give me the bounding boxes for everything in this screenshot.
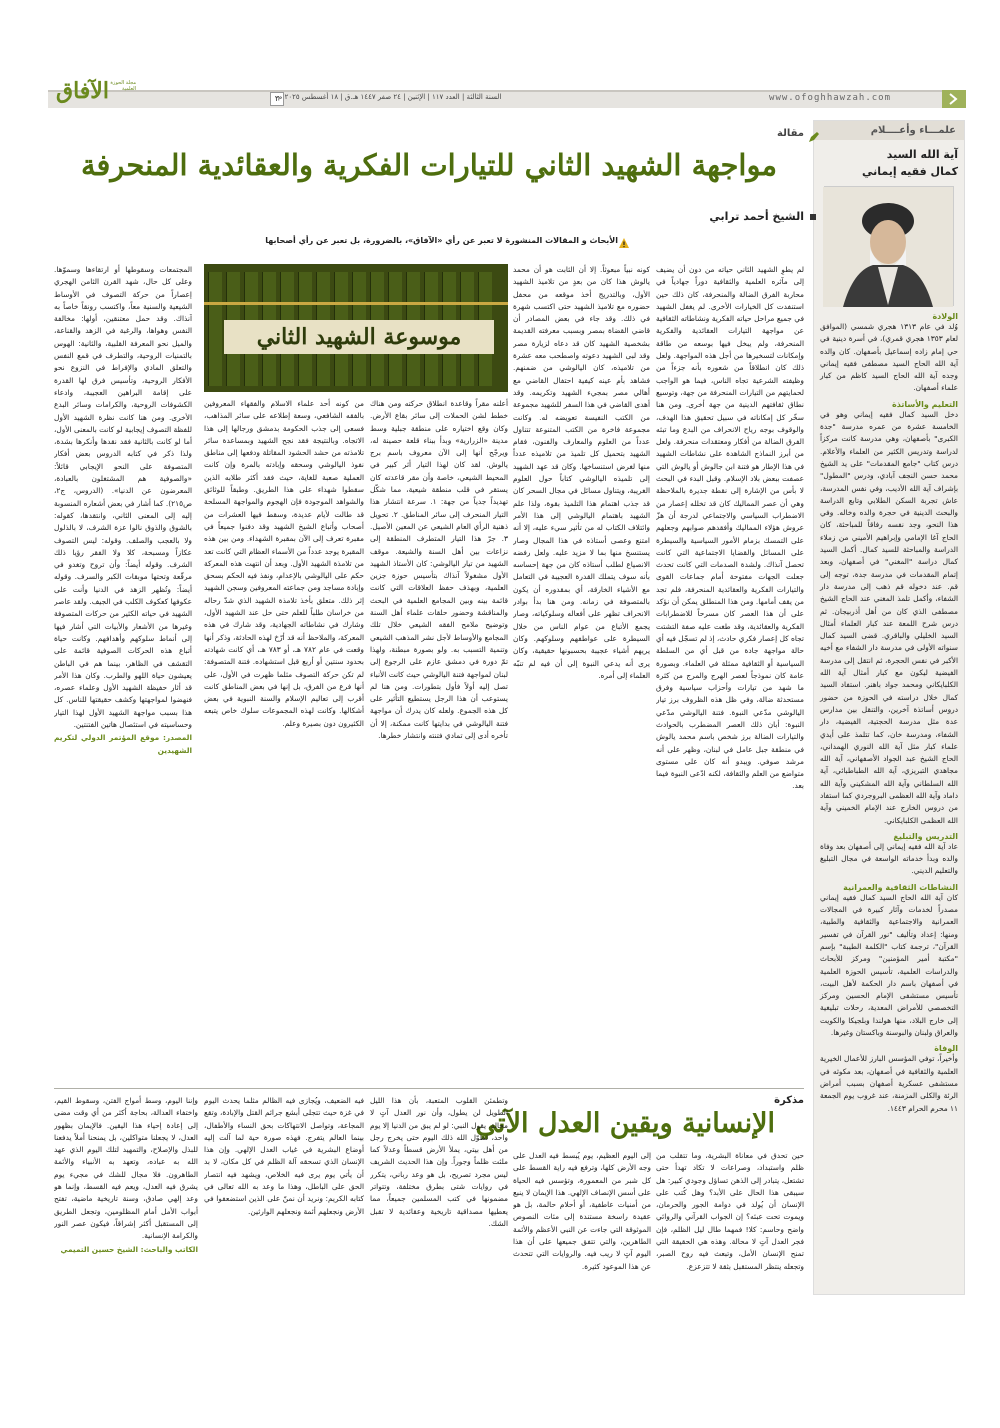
sidebar-section-title: علمـــاء وأعــــلام [814, 121, 964, 140]
scholar-portrait [824, 186, 954, 306]
section-divider [54, 1088, 804, 1089]
column-text: وإننا اليوم، وسط أمواج الفتن، وسقوط القيم، واختفاء العدالة، بحاجة أكثر من أي وقت مضى إلى إعادة إحياء هذا اليقين. فالإيمان بظهور العدل، لا يجعلنا متواكلين، بل يمنحنا أملاً يدفعنا للبذل والإصلاح، والتمهيد لتلك اليوم الذي عهد الله به عباده، وتعهد به الأنبياء والأئمة الطاهرون. فلا مجال للشك في مجيء يوم يشرق فيه العدل، ويعم فيه القسط، وإنما هو وعد إلهي صادق، وسنة تاريخية ماضية، تفتح أبواب الأمل أمام المظلومين، وتجعل الطريق إلى المستقبل أكثر إشراقاً، فيكون عصر النور والكرامة الإنسانية. [54, 1096, 198, 1241]
logo-subtitle: مجلة الحوزة العلمية [110, 80, 136, 92]
book-collection-image [204, 264, 508, 392]
education-heading: التعليم والأساتذة [891, 399, 958, 409]
pen-icon [808, 128, 820, 140]
warning-icon [618, 234, 630, 246]
birth-text: وُلد في عام ١٣١٣ هجري شمسي (الموافق لعام ١٣٥٣ هجري قمري)، في أسرة دينية في حي إمام زاده إسماعيل بأصفهان. كان والده آية الله الحاج السيد مصطفى فقيه إيماني وجده آية الله الحاج السيد كاظم من كبار علماء أصفهان. [820, 322, 958, 393]
column-text: إلى اليوم العظيم، يوم يُبسط فيه العدل على وجه الأرض كلها، وترفع فيه راية القسط على كل شبر من المعمورة، وتؤسس فيه الحياة على أسس الإنصاف الإلهي. هذا الإيمان لا ينبع من أمنيات عاطفية، أو أحلام حالمة، بل هو عقيدة راسخة مستندة إلى مئات النصوص الموثوقة التي جاءت عن النبي الأعظم والأئمة الطاهرين، والتي تتفق جميعها على أن هذا اليوم آتٍ لا ريب فيه. والروايات التي تتحدث عن هذا الموعود كثيرة. [513, 1151, 651, 1271]
article-headline: مواجهة الشهيد الثاني للتيارات الفكرية والعقائدية المنحرفة [81, 148, 777, 182]
article-byline: الشيخ أحمد ترابي [709, 210, 804, 223]
activities-heading: النشاطات الثقافية والعمرانية [843, 882, 958, 892]
column-text: وتطمئن القلوب المتعبة، بأن هذا الليل الطويل لن يطول، وأن نور العدل آتٍ لا محالة. يقول النبي: لو لم يبق من الدنيا إلا يوم واحد، لطوّل الله ذلك اليوم حتى يخرج رجل من أهل بيتي، يملأ الأرض قسطاً وعدلاً كما ملئت ظلماً وجوراً. وإن هذا الحديث الشريف ليس مجرد تصريح، بل هو وعد رباني، يتكرر في روايات شتى بطرق مختلفة، وتتواتر مضمونها في كتب المسلمين جميعاً، مما يعطيها مصداقية تاريخية وعقائدية لا تقبل الشك. [370, 1096, 508, 1228]
issue-info: السنة الثالثة | العدد ١١٧ | الإثنين | ٢٤ صفر ١٤٤٧ هـ.ق | ١٨ أغسطس ٢٠٢٥ م [278, 93, 502, 101]
memo-title: الإنسانية ويقين العدل الآتي [475, 1108, 775, 1139]
activities-text: كان آية الله الحاج السيد كمال فقيه إيماني مصدراً لخدمات وآثار كبيرة في المجالات العمرانية والاجتماعية والثقافية والطبية، ومنها: إعداد وتأليف "نور القرآن في تفسير القرآن"، ترجمة كتاب "الكلمة الطيبة" بإسم "مكتبة أمير المؤمنين" ومركز للأبحاث والدراسات العلمية، تأسيس الحوزة العلمية في أصفهان باسم دار الحكمة لأهل البيت، تأسيس مستشفى الإمام الحسين ومركز التخصصي للأمراض المعدية، رحلات تبليغية إلى خارج البلاد، منها هولندا وبلجيكا والكويت والعراق ولبنان والبوسنة وباكستان وغيرها. [820, 892, 958, 1038]
column-text: لم يطوِ الشهيد الثاني حياته من دون أن يضيف إلى مآثره العلمية والثقافية دوراً جهادياً في محاربة الفرق الضالة والمنحرفة، كان ذلك حين استنفدت كل الخيارات الأخرى. لم يغفل الشهيد في جميع مراحل حياته الفكرية ونشاطاته الثقافية عن مواجهة التيارات العقائدية والفكرية المنحرفة، ولم يبخل فيها بوسعه من طاقة وإمكانات لتسخيرها من أجل هذه المواجهة. ولعل ذلك كان انطلاقاً من شعوره بأنه جزءاً من وظيفته الشرعية تجاه الناس، فيما هو الواجب لحمايتهم من التيارات المنحرفة من جهة، وتوسيع نطاق ثقافتهم الدينية من جهة أخرى. ومن هنا سخّر كل إمكاناته في سبيل تحقيق هذا الهدف، والوقوف بوجه رياح الانحراف من البدع وما تبثه الفرق الضالة من أفكار ومعتقدات منحرفة. ولعل من أبرز النماذج الشاهدة على نشاطات الشهيد في هذا الإطار هو فتنة ابن جالوش أو يالوش التي عصفت ببعض بلاد الإسلام. وقبل البدء في البحث لا بأس من الإشارة إلى نقطة جديرة بالملاحظة وهي أن عصر المماليك كان قد تخلله إعصار من الاضطراب السياسي والاجتماعي لدرجة أن هزّ عروش هؤلاء المماليك وأفقدهم صوابهم وجعلهم على التمسك بزمام الأمور السياسية والسيطرة على المسائل والقضايا الاجتماعية التي كانت تحصل آنذاك. ولشدة الصدمات التي كانت تحدث جعلت الجهات مفتوحة أمام جماعات القوى والتيارات الفكرية والعقائدية المنحرفة، فلم تجد من يقف أمامها. ومن هذا المنطلق يمكن أن نؤكد على أن هذا العصر كان مسرحاً للاضطرابات الفكرية والعقائدية، وقد طغت عليه صفة التشتت تجاه كل إعصار فكري حادث، إذ لم تسجّل فيه أي حالة مواجهة جادة من قبل أي من السلطة السياسية أو الثقافية ممثلة في العلماء. وبصورة عامة كان نموذجاً لعصر الهرج والمرج من كثرة ما شهد من تيارات وأحزاب سياسية وفرق مستحدثة ضالة، وفي ظل هذه الظروف برز تيار اليالوشي مدّعي النبوة. فتنة اليالوشي مدّعي النبوة: أبان ذلك العصر المضطرب بالحوادث والتيارات الضالة برز شخص باسم محمد يالوش في منطقة جبل عامل في لبنان، وظهر على أنه مرشد صوفي. ويبدو أنه كان على مستوى متواضع من العلم والثقافة، لكنه ادّعى النبوة فيما بعد. [656, 265, 804, 791]
page-header [48, 60, 966, 108]
memo-author: الكاتب والباحث: الشيخ حسين التميمي [60, 1244, 198, 1254]
memo-column-1 [656, 1150, 804, 1370]
memo-column-4 [204, 1095, 364, 1370]
column-text: أعلنه مقراً وقاعدة انطلاق حركته ومن هناك خطط لشن الحملات إلى سائر بقاع الأرض. وكان وقع اختياره على منطقة جبلية وسط مدينة «الزرارية» وبدأ ببناء قلعة حصينة له، ويرجّح أنها إلى الآن معروف باسم برج يالوش. لقد كان لهذا التيار أثر كبير في المحيط الشيعي، خاصة وأن مقر قاعدته كان يستقر في قلب منطقة شيعية، مما شكّل تهديداً جدياً من جهة: ١. سرعة انتشار هذا التيار المنحرف إلى سائر المناطق. ٢. تحويل ذهنية الرأي العام الشيعي عن المعين الأصيل. ٣. جرّ هذا التيار المتطرف المنطقة إلى نزاعات بين أهل السنة والشيعة. موقف الشهيد من تيار اليالوشي: كان الأستاذ الشهيد الأول مشغولاً آنذاك بتأسيس حوزة جزين العلمية، وبهذف حفظ العلاقات التي كانت قائمة بينه وبين المجامع العلمية في البحث والمناقشة وحضور حلقات علماء أهل السنة وتوضيح ملامح الفقه الشيعي خلال تلك المجامع والأوساط لأجل نشر المذهب الشيعي وتنمية التسبب به. ولو بصورة مبطنة، ولهذا تمّ دورة في دمشق عازم على الرجوع إلى لبنان لمواجهة فتنة اليالوشي حيث كانت الأنباء تصل إليه أولاً فأول بتطورات. ومن هنا لم يستوعب أن هذا الرجل يستطيع التأثير على كل هذه الجموع. ولعله كان يدرك أن مواجهة فتنة اليالوشي في بدايتها كانت ممكنة، إلا أن تأخره أدى إلى تمادي فتنته وانتشار خطرها. [370, 399, 508, 741]
column-text: المجتمعات وسقوطها أو ارتقاءها وسموّها. وعلى كل حال، شهد القرن الثامن الهجري إعصاراً من حركة التصوف في الأوساط الشيعية والسنية معاً، واكتسب رونقاً خاصاً به آنذاك. وقد حمل معتنقين، أولها: مخالفة النفس وهواها، والرغبة في الزهد والقناعة، والميل نحو المعرفة القلبية، والثانية: الهوس بالتمنيات الروحية، والتطرف في قمع النفس والتعلق المادي والإفراط في النزوع نحو الأفكار الروحية، وتأسيس فرق لها القدرة على إقامة البراهين العجيبة، وادعاء الكشوفات الروحية، والكرامات وسائر البدع الأخرى. ومن هنا كانت نظرة الشهيد الأول للفظة التصوف إيجابية لو كانت بالمعنى الأول، أما لو كانت بالثانية فقد نقدها وأنكرها بشدة، ولذا ذكر في كتابه الدروس بعض أفكار المتصوفة على النحو الإيجابي قائلاً: «والصوفية هم المشتغلون بالعبادة، المعرضون عن الدنيا». (الدروس، ج٢، ص٢١٥). كما أشار في بعض أشعاره المنسوبة إليه إلى المعنى الثاني، وانتقدها، كقوله: بالشوق والذوق نالوا عزة الشرف، لا بالذلول ولا بالعجب والصلف. وقوله: ليس التصوف عكازاً ومسبحة، كلا ولا الفقر رؤيا ذلك الشرف. وقوله أيضاً: وأن تروح وتغدو في مرقّعة وتحتها موبقات الكبر والسرف. وقوله أيضاً: وتُظهر الزهد في الدنيا وأنت على عكوفها كعكوف الكلب في الجيف. ولقد عاصر الشهيد في حياته الكثير من حركات المتصوفة وغيرها من الأشعار والأبيات التي أشار فيها إلى أنماط سلوكهم وأهدافهم. وكانت حياة أتباع هذه الحركات الصوفية قائمة على التقشف في الظاهر، بينما هم في الباطن يعيشون حياة اللهو والطرب. وكان هذا الأمر قد أثار حفيظة الشهيد الأول وعلماء عصره، فنهضوا لمواجهتها وكشف حقيقتها للناس. كل هذا بسبب مواجهة الشهيد الأول لهذا التيار وحساسيته في استئصال هاتين الفتنتين. [54, 265, 192, 729]
death-text: وأخيراً، توفي المؤسس البارز للأعمال الخيرية العلمية والثقافية في أصفهان، بعد مكوثه في مستشفى عسكرية أصفهان بسبب أمراض الرئة والكلى المزمنة، عند غروب يوم الجمعة ١١ محرم الحرام ١٤٤٣. [820, 1054, 958, 1113]
birth-heading: الولادة [932, 312, 958, 321]
article-column-4 [204, 398, 364, 1084]
page-number: ٣ [270, 92, 284, 106]
column-text: من كونه أحد علماء الاسلام والفقهاء المعروفين بالفقه الشافعي، وسعة إطلاعه على سائر المذاهب، فسعى إلى جذب الحكومة بدمشق ورجالها إلى هذا الاتجاه. وبالنتيجة فقد نجح الشهيد وبمساعدة سائر تلامذته من حشد الحشود المقاتلة ودفعها إلى مناطق نفوذ اليالوشي وسحقه وإبادته بالمرة وإن كانت العملية صعبة للغاية، حيث فقد أكثر طلابه الذين سقطوا شهداء على هذا الطريق. وطبقاً للوثائق والشواهد الموجودة فإن الهجوم والمواجهة المسلحة قد طالت لأيام عديدة، وسقط فيها العشرات من أصحاب وأتباع الشيخ الشهيد وقد دفنوا جميعاً في مقبرة تعرف إلى الآن بمقبرة الشهداء. ومن بين هذه المقبرة يوجد عدداً من الأسماء العظام التي كانت تعد من تلامذة الشهيد الأول. وبعد أن انتهت هذه المعركة حكم على اليالوشي بالإعدام، ونفذ فيه الحكم بسحق وإبادة مساجد ومن جماعته المعروفين وسجن الشهيد إثر ذلك. متعلق بأخذ تلامذة الشهيد الذي شدّ رحاله من خراسان طلباً للعلم حتى حل عند الشهيد الأول، وشارك في نشاطاته الجهادية، وقد شارك في هذه المعركة، والملاحظ أنه قد أرّخ لهذه الحادثة، وذكر أنها وقعت في عام ٧٨٢ هـ، أو ٧٨٣ هـ، أي كانت شهادته بحدود سنتين أو أربع قبل استشهاده. فتنة المتصوفة: لم تكن حركة التصوف مثلما ظهرت في الأول، على أنها فرع من الفرق، بل إنها في بعض المناطق كانت أقرب إلى تعاليم الإسلام والسنة النبوية في بعض أشكالها. وكانت لهذه المجموعات سلوك خاص يتبعه الكثيرون دون بصيرة وعلم. [204, 399, 364, 728]
logo-text: الآفاق [56, 78, 109, 104]
memo-column-2 [513, 1150, 651, 1370]
memo-kicker: مذكرة [774, 1095, 804, 1106]
article-kicker: مقالة [777, 128, 804, 139]
column-text: كونه نبياً مبعوثاً. إلا أن الثابت هو أن محمد يالوش هذا كان من بعدٍ من تلاميذ الشهيد الأول، وبالتدريج أخذ موقعه من محفل حضوره مع تلاميذ الشهيد حتى اكتسب شهرة في ذلك. وقد جاء في بعض المصادر أن قاضي القضاة بمصر وبسبب معرفته القديمة بشخصية الشهيد كان قد دعاه لزيارة مصر وقد لبى الشهيد دعوته واصطحب معه عشرة من تلاميذه، كان اليالوشي من ضمنهم. فشاهد بأم عينه كيفية احتفال القاضي مع أهالي مصر بمجيء الشهيد وتكريمه. وقد أهدى القاضي في هذا السفر للشهيد مجموعة من الكتب النفيسة تعويضه له. وكانت مجموعة فاخرة من الكتب المتنوعة تتناول عدداً من العلوم والمعارف والفنون، فقام الشهيد بتحميل كل تلميذ من تلاميذه عدداً منها لغرض استنساخها. وكان قد عهد الشهيد إلى تلميذه اليالوشي كتاباً حول العلوم الغريبة، ويتناول مسائل في مجال السحر كان قد جذب اهتمام هذا التلميذ بقوة، ولذا علم الشهيد باهتمام اليالوشي إلى هذا الأمر وائتلاف الكتاب له من تأثير سيء عليه، إلا أنه امتنع وعصى أستاذه في هذا المجال وصار يستنسخ منها بما لا مزيد عليه. ولعل رفضه الانصياع لطلب أستاذه كان من جهة إحساسه بأنه سوف يتملك القدرة العجيبة في التعامل مع الأشياء الخارقة، أي بمقدوره أن يكون بالمتصوفة في زمانه. ومن هنا بدأ بوادر الانحراف تظهر على أفعاله وسلوكياته، وصار يجمع الأتباع من عوام الناس من خلال السيطرة على عواطفهم وسلوكهم. وكان يريهم أشياء عجيبة بحسبونها حقيقية، وكان يرى أنه يدعي النبوة إلى أن فيه لم تنبّه العلماء إلى أمره. [513, 265, 650, 680]
book-gold-band [204, 302, 508, 305]
scholar-name-line2: كمال فقيه إيماني [861, 165, 958, 178]
article-column-1 [656, 264, 804, 1084]
teaching-text: عاد آية الله فقيه إيماني إلى أصفهان بعد وفاة والده وبدأ خدماته الواسعة في مجال التبليغ والتعليم الديني. [820, 841, 958, 876]
scholars-sidebar [813, 120, 965, 1295]
column-text: حين تحدق في معاناة البشرية، وما تتقلب من ظلم واستبداد، وصراعات لا تكاد تهدأ حتى تشتعل، يتبادر إلى الذهن تساؤل وجودي كبير: هل سيبقى هذا الحال على الأبد؟ وهل كُتب على الإنسان أن يُولد في دوامة الجور والحرمان، ويموت تحت عبئه؟ إن الجواب القرآني والروائي واضح وحاسم: كلا! فمهما طال ليل الظلم، فإن فجر العدل آتٍ لا محالة. وهذه هي الحقيقة التي تمنح الإنسان الأمل، وتبعث فيه روح الصبر، وتجعله ينتظر المستقبل بثقة لا تتزعزع. [656, 1151, 804, 1271]
article-column-2 [513, 264, 650, 1084]
magazine-logo[interactable] [48, 78, 143, 108]
teaching-heading: التدريس والتبليغ [893, 831, 958, 841]
article-column-3 [370, 398, 508, 1084]
column-text: فيه الضعيف، ويُجازى فيه الظالم مثلما يحدث اليوم في غزة حيث تتجلى أبشع جرائم القتل والإبادة، وتقع المجاعة، وتواصل الانتهاكات بحق النساء والأطفال، بينما العالم يتفرج. فهذه صورة حية لما آلت إليه أوضاع البشرية في غياب العدل الإلهي. وإن هذا الإنسان الذي تسحقه آلة الظلم في كل مكان، لا بد أن يأتي يوم يرى فيه الخلاص، ويشهد فيه انتصار الحق على الباطل، وهذا ما وعد به الله تعالى في كتابه الكريم: ونريد أن نمنّ على الذين استضعفوا في الأرض ونجعلهم أئمة ونجعلهم الوارثين. [204, 1096, 364, 1216]
article-column-5 [54, 264, 192, 1084]
disclaimer-text: الأبحاث و المقالات المنشورة لا تعبر عن رأي «الآفاق»، بالضرورة، بل تعبر عن رأي أصحابها [265, 236, 618, 245]
death-heading: الوفاة [934, 1044, 958, 1054]
book-spine [208, 272, 222, 386]
memo-column-3 [370, 1095, 508, 1370]
book-title-label: موسوعة الشهيد الثاني [224, 320, 494, 354]
website-url[interactable]: www.ofoghhawzah.com [769, 93, 891, 103]
memo-column-5 [54, 1095, 198, 1370]
article-source[interactable]: المصدر: موقع المؤتمر الدولي لتكريم الشهيدين [54, 733, 192, 755]
arrow-icon [942, 90, 966, 108]
byline-bullet [810, 214, 816, 220]
education-text: دخل السيد كمال فقيه إيماني وهو في الخامسة عشرة من عمره مدرسة "جدة الكبرى" بأصفهان، وهي مدرسة كانت مركزاً لدراسة وتدريس الكثير من العلماء والأعلام. درس كتاب "جامع المقدمات" على يد الشيخ محمد حسن النجف آبادي، ودرس "المطول" بإشراف آية الله الأديب، وفي نفس المدرسة، عاش تجربة السكن الطلابي وتابع الدراسة والبحث الدينية في حجرة والده وخاله. وفي هذا النحو، وجد نفسه رفاقاً للمباحثة، كان الحاج آغا الإمامي وإبراهيم الأميني من زملاء الدراسة والمباحثة للسيد كمال. أكمل السيد كمال دراسة "المغني" في أصفهان، وبعد إتمام المقدمات في مدرسة جدة، توجه إلى قم. عند دخوله قم ذهب إلى مدرسة دار الشفاء، وأكمل تلمذ المغني عند الحاج الشيخ مصطفى الذي كان من أهل أذربيجان. ثم درس شرح اللمعة عند كبار العلماء أمثال السيد الخليلي والباقري. قضى السيد كمال سنواته الأولى في مدرسة دار الشفاء مع أخيه الأكبر في نفس الحجرة، ثم انتقل إلى مدرسة الفيضية ليكون مع كبار أمثال آية الله الكلبايكاني ومحمد جواد باهنر. استفاد السيد كمال خلال دراسته في الحوزة من حضور دروس أساتذة آخرين، والتنقل بين مدارس عدة مثل مدرسة الحجتية، الفيضية، دار الشفاء، ومدرسة خان، كما تتلمذ على أيدي علماء كبار مثل آية الله النوري الهمداني، الحاج الشيخ عبد الجواد الأصفهاني، آية الله مجاهدي التبريزي، آية الله الطباطبائي، آية الله السلطاني وآية الله المشكيني وآية الله داماد وآية الله العظمى البروجردي كما استفاد من دروس الخارج عند الإمام الخميني وآية الله العظمى الكلبايكاني. [820, 409, 958, 825]
scholar-name-line1: آية الله السيد [886, 148, 958, 161]
